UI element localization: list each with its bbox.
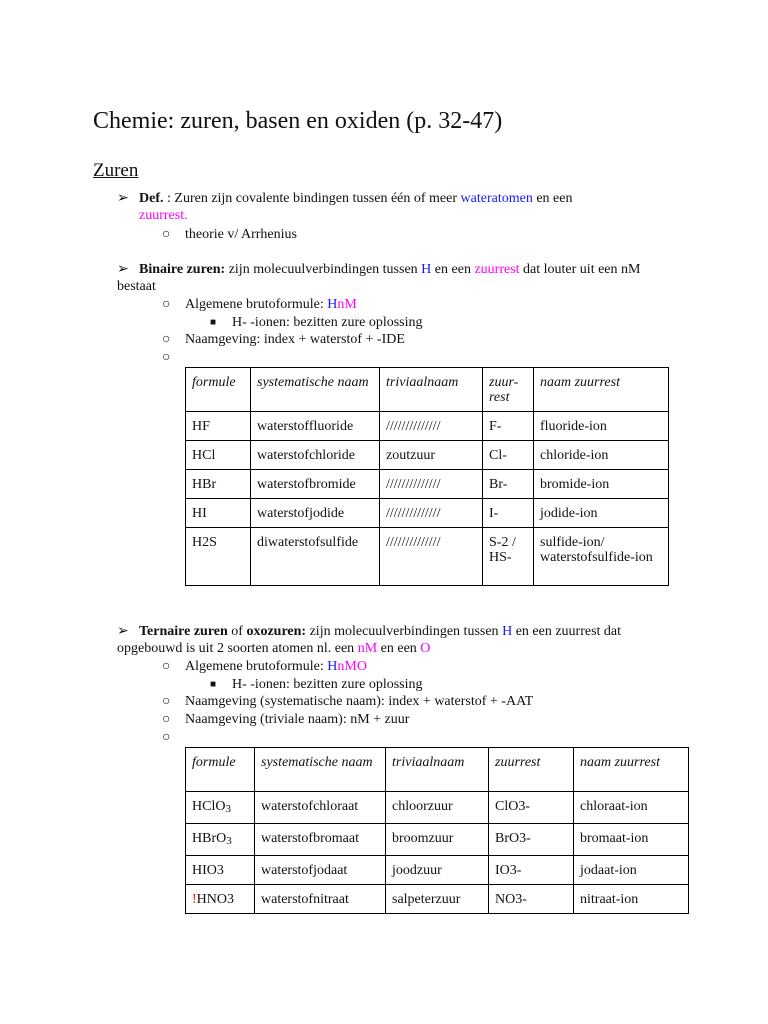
binaire-highlight-zuurrest: zuurrest <box>474 262 520 277</box>
table-cell: HI <box>186 499 251 528</box>
table-cell: waterstofjodide <box>251 499 380 528</box>
table-cell: waterstofjodaat <box>255 856 386 885</box>
table-cell: bromaat-ion <box>574 824 689 856</box>
table-header-cell: naam zuurrest <box>534 368 669 412</box>
table-cell <box>186 856 255 885</box>
binaire-formula-nm: nM <box>337 297 357 312</box>
bullet-binaire-zuren <box>117 261 677 295</box>
def-highlight-zuurrest: zuurrest. <box>139 208 188 223</box>
binaire-naamgeving-text: Naamgeving: index + waterstof + -IDE <box>185 332 405 347</box>
binaire-highlight-h: H <box>421 262 432 277</box>
ternaire-highlight-h: H <box>502 624 513 639</box>
def-highlight-wateratomen: wateratomen <box>460 191 533 206</box>
table-row <box>186 856 689 885</box>
hollow-circle-bullet-icon: ○ <box>162 730 171 745</box>
table-header-cell: formule <box>186 748 255 792</box>
table-row <box>186 792 689 824</box>
table-cell: ////////////// <box>380 528 483 586</box>
ternaire-formula-label: Algemene brutoformule: <box>185 659 328 674</box>
ternaire-text-4: en een <box>377 641 421 656</box>
hollow-circle-bullet-icon: ○ <box>162 227 171 242</box>
ternaire-zuren-table <box>185 747 689 914</box>
table-cell: F- <box>483 412 534 441</box>
sub-bullet-ternaire-naamgeving-2 <box>162 711 409 728</box>
arrowhead-bullet-icon: ➢ <box>117 624 129 639</box>
table-header-cell: zuurrest <box>489 748 574 792</box>
section-heading-zuren: Zuren <box>93 160 139 181</box>
table-cell: HCl <box>186 441 251 470</box>
hollow-circle-bullet-icon: ○ <box>162 350 171 365</box>
ternaire-ionen-text: H- -ionen: bezitten zure oplossing <box>232 677 423 692</box>
table-cell: ////////////// <box>380 412 483 441</box>
def-text-1: : Zuren zijn covalente bindingen tussen één of meer <box>163 191 461 206</box>
table-cell: HBr <box>186 470 251 499</box>
binaire-text-3: dat louter uit een nM bestaat <box>117 262 641 294</box>
table-cell: chloorzuur <box>386 792 489 824</box>
table-header-row <box>186 368 669 412</box>
subsub-bullet-binaire-ionen <box>210 314 423 331</box>
exclamation-mark: ! <box>192 892 197 907</box>
ternaire-highlight-nm: nM <box>357 641 378 656</box>
table-cell: sulfide-ion/ waterstofsulfide-ion <box>534 528 669 586</box>
sub-bullet-ternaire-formula <box>162 658 367 675</box>
ternaire-text-1: of <box>227 624 247 639</box>
binaire-label: Binaire zuren: <box>139 262 226 277</box>
table-cell: waterstofbromaat <box>255 824 386 856</box>
ternaire-highlight-o: O <box>420 641 431 656</box>
ternaire-naamgeving-1-text: Naamgeving (systematische naam): index + waterstof + -AAT <box>185 694 534 709</box>
table-cell: jodide-ion <box>534 499 669 528</box>
table-cell: chloraat-ion <box>574 792 689 824</box>
binaire-formula-h: H <box>327 297 338 312</box>
table-header-cell: triviaalnaam <box>386 748 489 792</box>
binaire-formula-label: Algemene brutoformule: <box>185 297 328 312</box>
table-cell: salpeterzuur <box>386 885 489 914</box>
table-row <box>186 528 669 586</box>
def-label: Def. <box>139 191 164 206</box>
def-text-2: en een <box>532 191 573 206</box>
def-sub-text: theorie v/ Arrhenius <box>185 227 297 242</box>
table-cell: waterstofbromide <box>251 470 380 499</box>
table-cell: diwaterstofsulfide <box>251 528 380 586</box>
table-cell: HF <box>186 412 251 441</box>
table-row <box>186 412 669 441</box>
ternaire-formula-o: O <box>356 659 367 674</box>
table-cell: IO3- <box>489 856 574 885</box>
table-header-row <box>186 748 689 792</box>
formula-subscript: 3 <box>226 835 232 847</box>
table-cell <box>186 792 255 824</box>
ternaire-label-2: oxozuren: <box>246 624 307 639</box>
sub-bullet-binaire-formula <box>162 296 357 313</box>
filled-square-bullet-icon: ■ <box>210 679 217 690</box>
formula-text: HIO3 <box>192 863 224 878</box>
table-cell: joodzuur <box>386 856 489 885</box>
table-cell: waterstofchloride <box>251 441 380 470</box>
table-cell: ////////////// <box>380 470 483 499</box>
table-row <box>186 824 689 856</box>
table-cell: S-2 / HS- <box>483 528 534 586</box>
table-cell <box>186 824 255 856</box>
hollow-circle-bullet-icon: ○ <box>162 712 171 727</box>
table-cell <box>186 885 255 914</box>
table-header-cell: zuur-rest <box>483 368 534 412</box>
hollow-circle-bullet-icon: ○ <box>162 694 171 709</box>
table-cell: bromide-ion <box>534 470 669 499</box>
table-cell: zoutzuur <box>380 441 483 470</box>
binaire-text-2: en een <box>431 262 475 277</box>
table-cell: Cl- <box>483 441 534 470</box>
filled-square-bullet-icon: ■ <box>210 317 217 328</box>
table-cell: I- <box>483 499 534 528</box>
table-header-cell: systematische naam <box>251 368 380 412</box>
hollow-circle-bullet-icon: ○ <box>162 297 171 312</box>
table-cell: chloride-ion <box>534 441 669 470</box>
hollow-circle-bullet-icon: ○ <box>162 659 171 674</box>
ternaire-formula-nm: nM <box>337 659 357 674</box>
table-row <box>186 470 669 499</box>
formula-text: HNO3 <box>196 892 235 907</box>
formula-subscript: 3 <box>225 803 231 815</box>
ternaire-text-3: en een zuurrest dat opgebouwd is uit 2 soorten atomen nl. een <box>117 624 622 656</box>
table-header-cell: formule <box>186 368 251 412</box>
bullet-definition <box>117 190 677 224</box>
table-cell: H2S <box>186 528 251 586</box>
sub-bullet-theorie <box>162 226 297 243</box>
formula-text: HClO <box>192 799 226 814</box>
table-cell: BrO3- <box>489 824 574 856</box>
sub-bullet-ternaire-naamgeving-1 <box>162 693 533 710</box>
hollow-circle-bullet-icon: ○ <box>162 332 171 347</box>
table-header-cell: systematische naam <box>255 748 386 792</box>
table-row <box>186 441 669 470</box>
sub-bullet-binaire-naamgeving <box>162 331 405 348</box>
ternaire-label-1: Ternaire zuren <box>139 624 228 639</box>
table-cell: NO3- <box>489 885 574 914</box>
ternaire-naamgeving-2-text: Naamgeving (triviale naam): nM + zuur <box>185 712 410 727</box>
subsub-bullet-ternaire-ionen <box>210 676 423 693</box>
table-cell: Br- <box>483 470 534 499</box>
bullet-ternaire-zuren <box>117 623 677 657</box>
table-cell: waterstofchloraat <box>255 792 386 824</box>
table-cell: ClO3- <box>489 792 574 824</box>
formula-text: HBrO <box>192 831 227 846</box>
binaire-zuren-table <box>185 367 669 586</box>
ternaire-text-2: zijn molecuulverbindingen tussen <box>306 624 503 639</box>
page-title: Chemie: zuren, basen en oxiden (p. 32-47) <box>93 108 503 134</box>
table-cell: fluoride-ion <box>534 412 669 441</box>
table-cell: nitraat-ion <box>574 885 689 914</box>
table-cell: ////////////// <box>380 499 483 528</box>
table-cell: broomzuur <box>386 824 489 856</box>
table-row <box>186 885 689 914</box>
table-cell: waterstoffluoride <box>251 412 380 441</box>
arrowhead-bullet-icon: ➢ <box>117 262 129 277</box>
ternaire-formula-h: H <box>327 659 338 674</box>
table-row <box>186 499 669 528</box>
table-cell: jodaat-ion <box>574 856 689 885</box>
table-header-cell: naam zuurrest <box>574 748 689 792</box>
table-header-cell: triviaalnaam <box>380 368 483 412</box>
binaire-text-1: zijn molecuulverbindingen tussen <box>225 262 422 277</box>
arrowhead-bullet-icon: ➢ <box>117 191 129 206</box>
table-cell: waterstofnitraat <box>255 885 386 914</box>
binaire-ionen-text: H- -ionen: bezitten zure oplossing <box>232 315 423 330</box>
